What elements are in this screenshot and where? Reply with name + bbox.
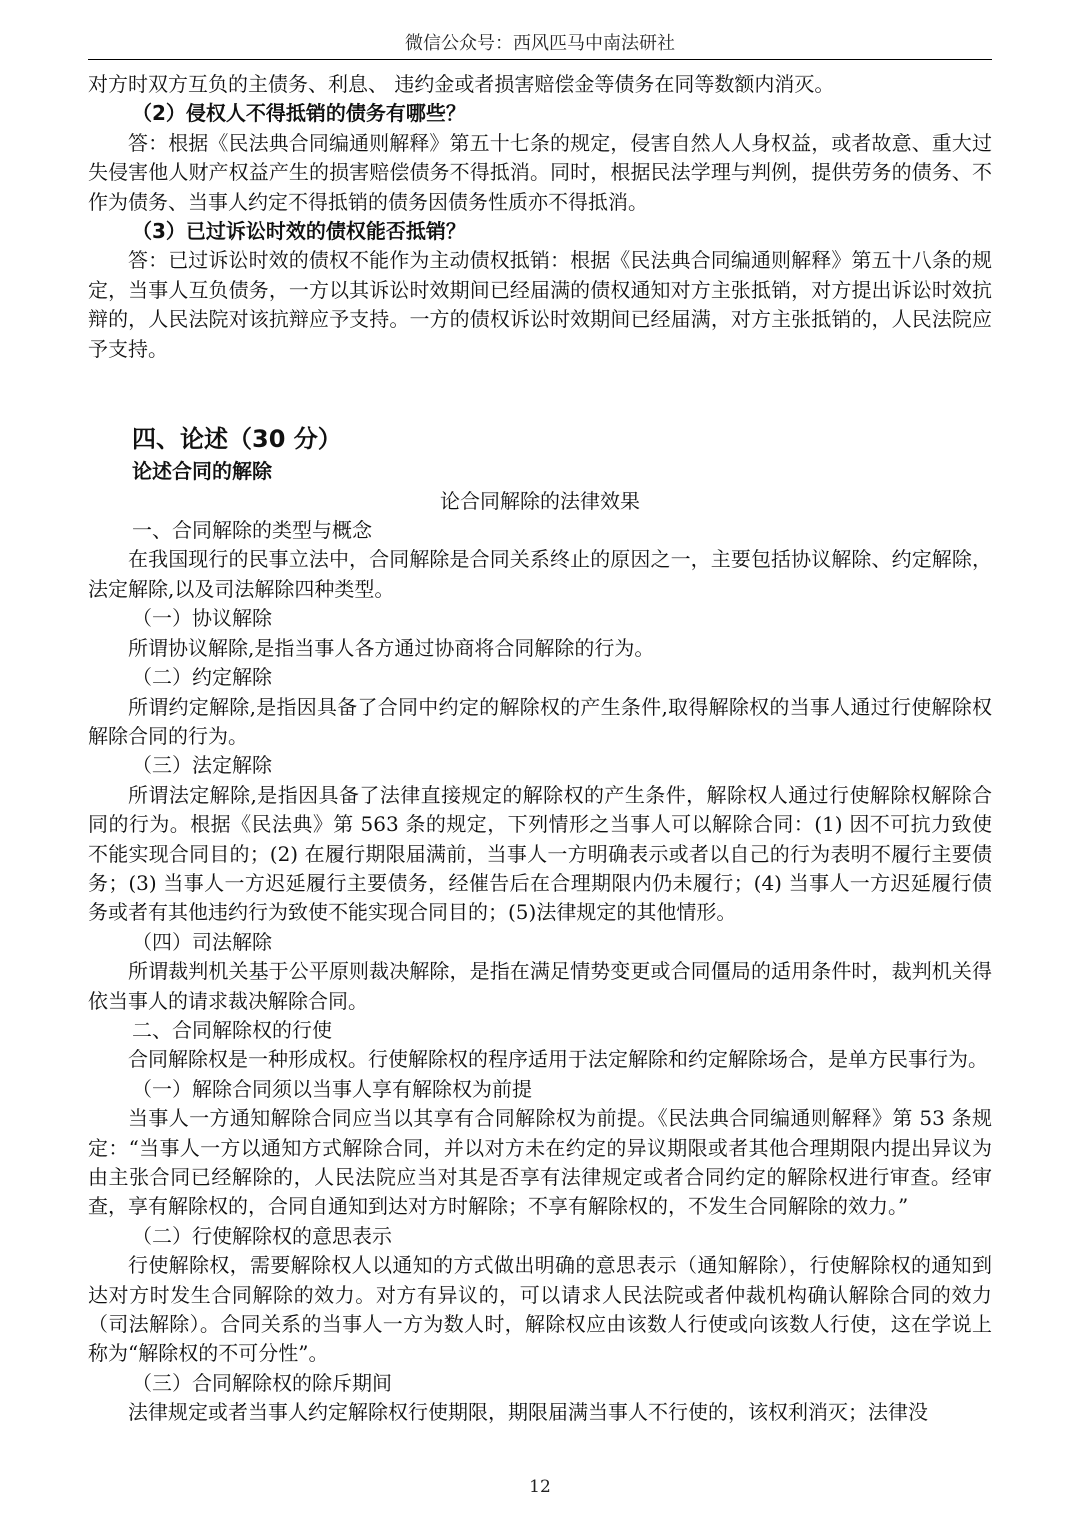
question-2: （2）侵权人不得抵销的债务有哪些？ [132, 101, 466, 126]
part1-sub2-title: （二）约定解除 [132, 665, 272, 690]
essay-topic: 论述合同的解除 [132, 459, 272, 484]
part2-sub3-title: （三）合同解除权的除斥期间 [132, 1370, 392, 1395]
section-heading: 四、论述（30 分） [132, 425, 342, 454]
part2-sub1-title: （一）解除合同须以当事人享有解除权为前提 [132, 1076, 532, 1101]
part1-sub2-text: 所谓约定解除,是指因具备了合同中约定的解除权的产生条件,取得解除权的当事人通过行使解除权解除合同的行为。 [88, 694, 992, 748]
part1-title: 一、合同解除的类型与概念 [132, 518, 372, 543]
section-spacer [88, 364, 992, 422]
part1-sub3-text: 所谓法定解除,是指因具备了法律直接规定的解除权的产生条件，解除权人通过行使解除权解除合同的行为。根据《民法典》第 563 条的规定，下列情形之当事人可以解除合同：(1) 因不可抗力致使不能实现合同目的；(2) 在履行期限届满前，当事人一方明确表示或者以自己的行为表明不履行主要债务；(3) 当事人一方迟延履行主要债务，经催告后在合理期限内仍未履行；(4) 当事人一方迟延履行债务或者有其他违约行为致使不能实现合同目的；(5)法律规定的其他情形。 [88, 782, 992, 925]
continuation-paragraph: 对方时双方互负的主债务、利息、 违约金或者损害赔偿金等债务在同等数额内消灭。 [88, 72, 835, 96]
part1-sub3-title: （三）法定解除 [132, 753, 272, 778]
answer-3: 答：已过诉讼时效的债权不能作为主动债权抵销：根据《民法典合同编通则解释》第五十八条的规定，当事人互负债务，一方以其诉讼时效期间已经届满的债权通知对方主张抵销，对方提出诉讼时效抗辩的，人民法院对该抗辩应予支持。一方的债权诉讼时效期间已经届满，对方主张抵销的，人民法院应予支持。 [88, 248, 992, 361]
page-header: 微信公众号：西风匹马中南法研社 [405, 33, 675, 54]
essay-title: 论合同解除的法律效果 [440, 489, 640, 514]
part1-sub4-title: （四）司法解除 [132, 929, 272, 954]
question-3: （3）已过诉讼时效的债权能否抵销？ [132, 219, 466, 244]
page-body [88, 70, 992, 1428]
page-number: 12 [529, 1477, 551, 1497]
part2-sub2-title: （二）行使解除权的意思表示 [132, 1223, 392, 1248]
answer-2: 答：根据《民法典合同编通则解释》第五十七条的规定，侵害自然人人身权益，或者故意、重大过失侵害他人财产权益产生的损害赔偿债务不得抵消。同时，根据民法学理与判例，提供劳务的债务、不作为债务、当事人约定不得抵销的债务因债务性质亦不得抵消。 [88, 130, 992, 214]
part1-sub4-text: 所谓裁判机关基于公平原则裁决解除，是指在满足情势变更或合同僵局的适用条件时，裁判机关得依当事人的请求裁决解除合同。 [88, 959, 992, 1013]
part2-sub1-text: 当事人一方通知解除合同应当以其享有合同解除权为前提。《民法典合同编通则解释》第 53 条规定：“当事人一方以通知方式解除合同，并以对方未在约定的异议期限或者其他合理期限内提出异议为由主张合同已经解除的，人民法院应当对其是否享有法律规定或者合同约定的解除权进行审查。经审查，享有解除权的，合同自通知到达对方时解除；不享有解除权的，不发生合同解除的效力。” [88, 1106, 992, 1219]
part1-intro: 在我国现行的民事立法中，合同解除是合同关系终止的原因之一，主要包括协议解除、约定解除，法定解除,以及司法解除四种类型。 [88, 547, 992, 601]
part1-sub1-title: （一）协议解除 [132, 606, 272, 631]
part2-title: 二、合同解除权的行使 [132, 1017, 332, 1042]
part2-sub2-text: 行使解除权，需要解除权人以通知的方式做出明确的意思表示（通知解除），行使解除权的通知到达对方时发生合同解除的效力。对方有异议的，可以请求人民法院或者仲裁机构确认解除合同的效力（司法解除）。合同关系的当事人一方为数人时，解除权应由该数人行使或向该数人行使，这在学说上称为“解除权的不可分性”。 [88, 1253, 992, 1366]
part1-sub1-text: 所谓协议解除,是指当事人各方通过协商将合同解除的行为。 [128, 635, 655, 660]
part2-intro: 合同解除权是一种形成权。行使解除权的程序适用于法定解除和约定解除场合，是单方民事行为。 [128, 1047, 988, 1072]
part2-sub3-text: 法律规定或者当事人约定解除权行使期限，期限届满当事人不行使的，该权利消灭；法律没 [128, 1400, 928, 1425]
header-divider [88, 59, 992, 60]
